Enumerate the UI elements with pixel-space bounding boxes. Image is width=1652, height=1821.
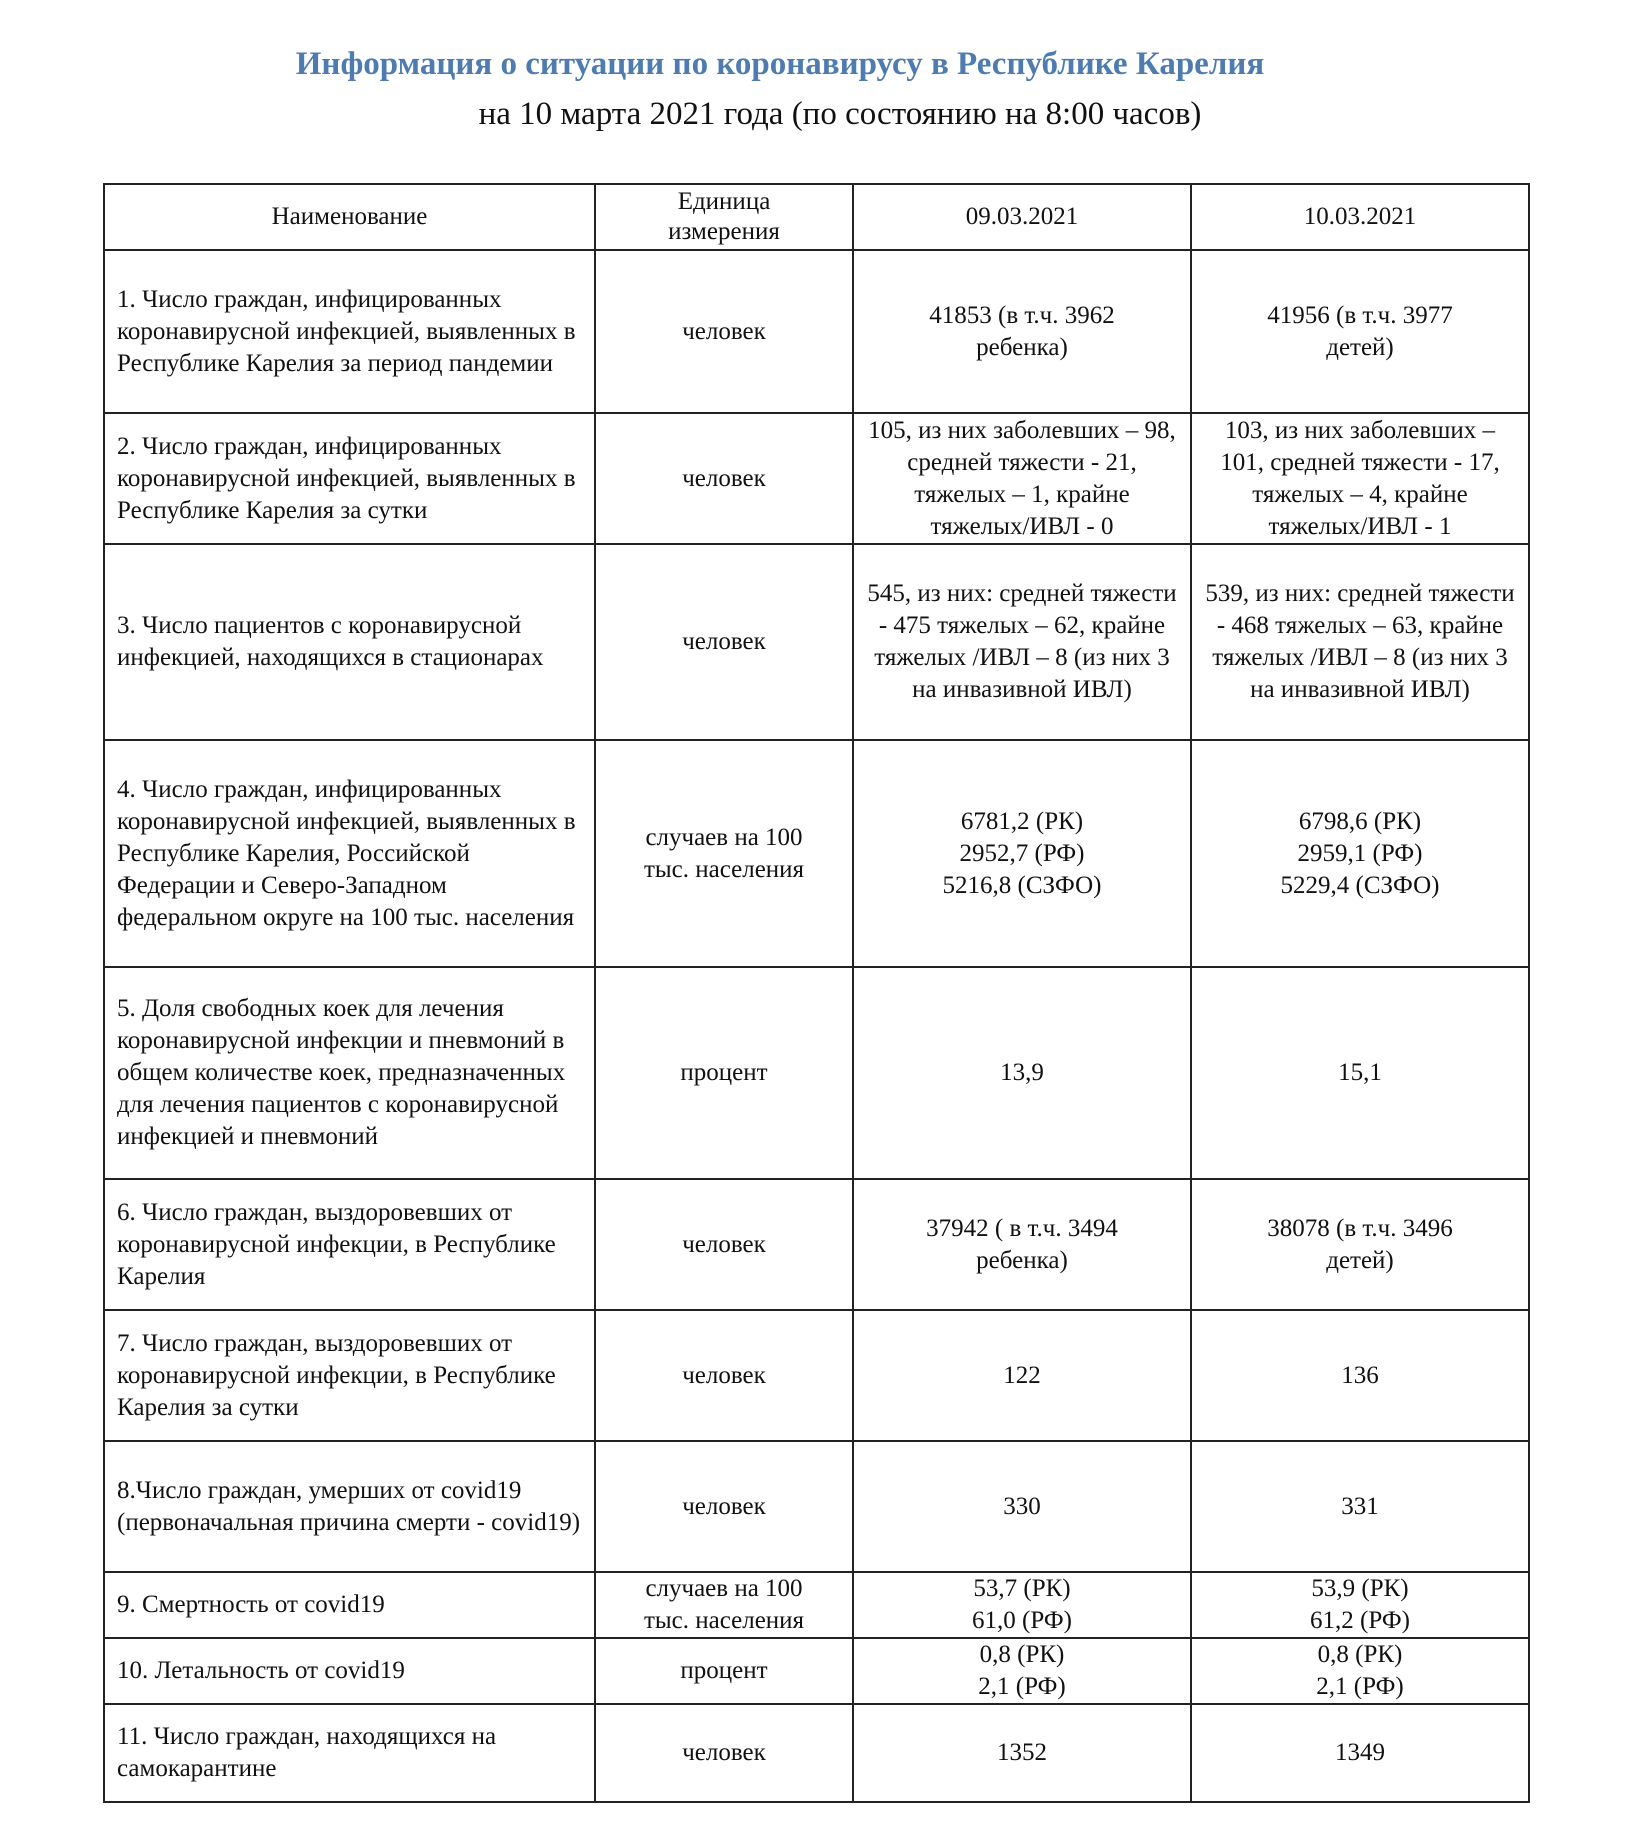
row-unit: человек xyxy=(595,1310,853,1441)
row-name: 4. Число граждан, инфицированных коронавирусной инфекцией, выявленных в Республике Карелия, Российской Федерации и Северо-Западном федеральном округе на 100 тыс. населения xyxy=(104,740,595,967)
row-unit: человек xyxy=(595,250,853,413)
row-value-date-1 xyxy=(853,1638,1191,1704)
value-line: 6781,2 (РК) xyxy=(960,807,1084,835)
row-value-date-1: 13,9 xyxy=(853,967,1191,1179)
table-row xyxy=(104,1572,1529,1638)
row-unit: случаев на 100 тыс. населения xyxy=(595,740,853,967)
row-value-date-1: 122 xyxy=(853,1310,1191,1441)
value-line: 53,9 (РК) xyxy=(1311,1575,1409,1602)
row-value-date-1: 41853 (в т.ч. 3962 ребенка) xyxy=(853,250,1191,413)
value-line: 5216,8 (СЗФО) xyxy=(942,871,1102,899)
row-name: 6. Число граждан, выздоровевших от коронавирусной инфекции, в Республике Карелия xyxy=(104,1179,595,1310)
row-name: 8.Число граждан, умерших от covid19 (первоначальная причина смерти - covid19) xyxy=(104,1441,595,1572)
value-line: 61,2 (РФ) xyxy=(1310,1607,1410,1634)
row-name: 7. Число граждан, выздоровевших от коронавирусной инфекции, в Республике Карелия за сутки xyxy=(104,1310,595,1441)
table-row xyxy=(104,250,1529,413)
row-value-date-2: 1349 xyxy=(1191,1704,1529,1802)
header-unit: Единица измерения xyxy=(595,184,853,250)
value-line: 2,1 (РФ) xyxy=(978,1673,1066,1700)
value-line: 6798,6 (РК) xyxy=(1298,807,1422,835)
row-value-date-2: 331 xyxy=(1191,1441,1529,1572)
row-value-date-2: 103, из них заболевших – 101, средней тяжести - 17, тяжелых – 4, крайне тяжелых/ИВЛ - 1 xyxy=(1191,413,1529,544)
table-row xyxy=(104,544,1529,740)
row-unit: человек xyxy=(595,413,853,544)
row-unit: человек xyxy=(595,1179,853,1310)
table-row xyxy=(104,1441,1529,1572)
value-line: 0,8 (РК) xyxy=(1317,1641,1403,1668)
value-line: 61,0 (РФ) xyxy=(972,1607,1072,1634)
row-value-date-1 xyxy=(853,740,1191,967)
row-unit: процент xyxy=(595,1638,853,1704)
covid-report-table xyxy=(103,183,1530,1803)
row-name: 2. Число граждан, инфицированных коронавирусной инфекцией, выявленных в Республике Карелия за сутки xyxy=(104,413,595,544)
row-unit: случаев на 100 тыс. населения xyxy=(595,1572,853,1638)
table-row xyxy=(104,1179,1529,1310)
row-value-date-1: 105, из них заболевших – 98, средней тяжести - 21, тяжелых – 1, крайне тяжелых/ИВЛ - 0 xyxy=(853,413,1191,544)
row-value-date-2 xyxy=(1191,740,1529,967)
value-line: 5229,4 (СЗФО) xyxy=(1280,871,1440,899)
row-name: 11. Число граждан, находящихся на самокарантине xyxy=(104,1704,595,1802)
row-value-date-1: 545, из них: средней тяжести - 475 тяжелых – 62, крайне тяжелых /ИВЛ – 8 (из них 3 на инвазивной ИВЛ) xyxy=(853,544,1191,740)
row-value-date-2: 15,1 xyxy=(1191,967,1529,1179)
table-body xyxy=(104,250,1529,1802)
row-name: 10. Летальность от covid19 xyxy=(104,1638,595,1704)
header-date-1: 09.03.2021 xyxy=(853,184,1191,250)
table-row xyxy=(104,740,1529,967)
row-value-date-1 xyxy=(853,1572,1191,1638)
table-row xyxy=(104,967,1529,1179)
table-row xyxy=(104,1638,1529,1704)
table-header-row xyxy=(104,184,1529,250)
table-row xyxy=(104,1310,1529,1441)
row-value-date-1: 330 xyxy=(853,1441,1191,1572)
header-date-2: 10.03.2021 xyxy=(1191,184,1529,250)
value-line: 0,8 (РК) xyxy=(979,1641,1065,1668)
row-name: 3. Число пациентов с коронавирусной инфекцией, находящихся в стационарах xyxy=(104,544,595,740)
value-line: 2959,1 (РФ) xyxy=(1297,839,1423,867)
row-name: 1. Число граждан, инфицированных коронавирусной инфекцией, выявленных в Республике Карелия за период пандемии xyxy=(104,250,595,413)
row-value-date-2 xyxy=(1191,1572,1529,1638)
table-row xyxy=(104,1704,1529,1802)
row-name: 5. Доля свободных коек для лечения коронавирусной инфекции и пневмоний в общем количестве коек, предназначенных для лечения пациентов с коронавирусной инфекцией и пневмоний xyxy=(104,967,595,1179)
row-unit: процент xyxy=(595,967,853,1179)
table-row xyxy=(104,413,1529,544)
row-value-date-2 xyxy=(1191,1638,1529,1704)
value-line: 53,7 (РК) xyxy=(973,1575,1071,1602)
row-value-date-1: 37942 ( в т.ч. 3494 ребенка) xyxy=(853,1179,1191,1310)
row-unit: человек xyxy=(595,1441,853,1572)
value-line: 2,1 (РФ) xyxy=(1316,1673,1404,1700)
row-value-date-2: 38078 (в т.ч. 3496 детей) xyxy=(1191,1179,1529,1310)
row-name: 9. Смертность от covid19 xyxy=(104,1572,595,1638)
document-subtitle: на 10 марта 2021 года (по состоянию на 8:00 часов) xyxy=(478,96,1202,132)
row-value-date-1: 1352 xyxy=(853,1704,1191,1802)
row-unit: человек xyxy=(595,1704,853,1802)
document-title: Информация о ситуации по коронавирусу в Республике Карелия xyxy=(295,46,1265,82)
header-name: Наименование xyxy=(104,184,595,250)
row-value-date-2: 136 xyxy=(1191,1310,1529,1441)
row-value-date-2: 41956 (в т.ч. 3977 детей) xyxy=(1191,250,1529,413)
value-line: 2952,7 (РФ) xyxy=(959,839,1085,867)
row-value-date-2: 539, из них: средней тяжести - 468 тяжелых – 63, крайне тяжелых /ИВЛ – 8 (из них 3 на инвазивной ИВЛ) xyxy=(1191,544,1529,740)
row-unit: человек xyxy=(595,544,853,740)
